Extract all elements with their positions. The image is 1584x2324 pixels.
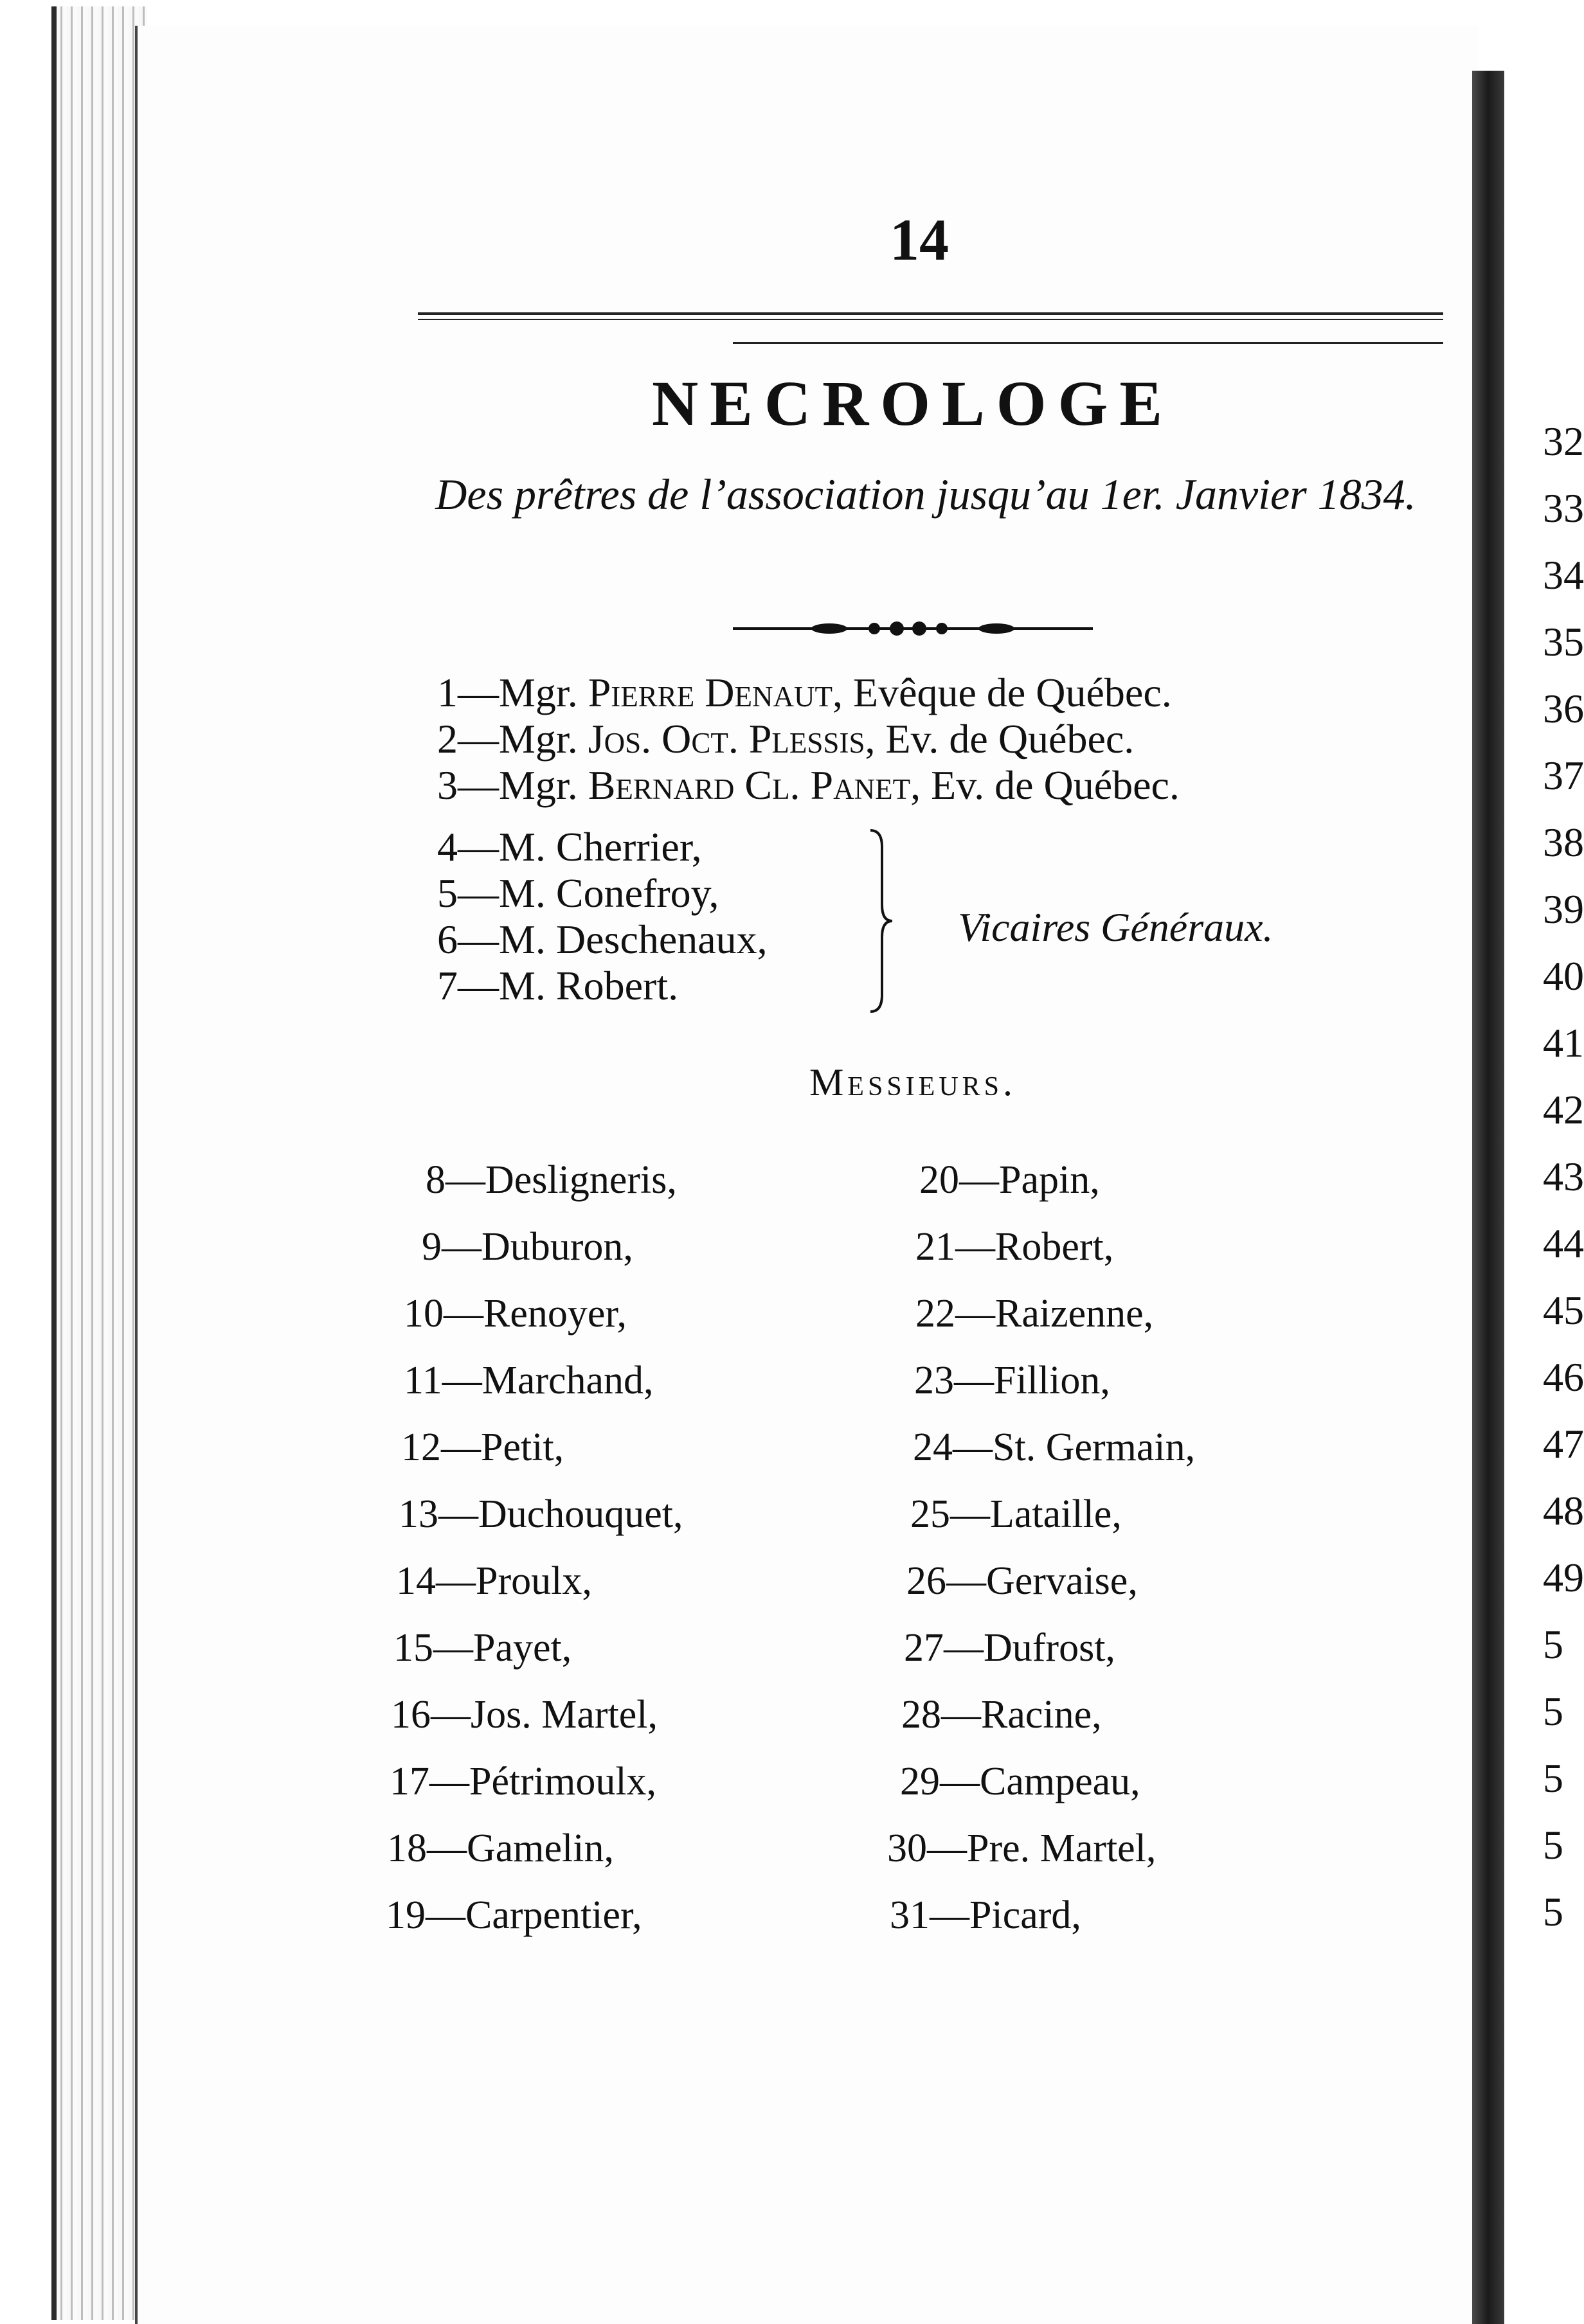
- list-item: 28—Racine,: [901, 1693, 1102, 1737]
- list-item: 26—Gervaise,: [906, 1559, 1138, 1603]
- entry-name: Bernard Cl. Panet,: [588, 762, 921, 808]
- vicars-label: Vicaires Généraux.: [958, 904, 1274, 950]
- next-page-number: 35: [1543, 619, 1584, 665]
- list-item: 19—Carpentier,: [386, 1893, 642, 1937]
- list-item: 22—Raizenne,: [915, 1292, 1154, 1336]
- entry-number: 1: [437, 670, 458, 715]
- list-item: 4—M. Cherrier,: [437, 824, 702, 870]
- list-item: 10—Renoyer,: [404, 1292, 627, 1336]
- right-brace-icon: [868, 828, 894, 1014]
- list-item: 9—Duburon,: [422, 1225, 633, 1269]
- entry-prefix: Mgr.: [499, 762, 578, 808]
- entry-name: Jos. Oct. Plessis,: [588, 716, 876, 762]
- next-page-number: 5: [1543, 1688, 1563, 1734]
- next-page-number: 45: [1543, 1287, 1584, 1333]
- list-item: 23—Fillion,: [914, 1359, 1110, 1402]
- list-item: 2—Mgr. Jos. Oct. Plessis, Ev. de Québec.: [437, 716, 1135, 762]
- next-page-number: 5: [1543, 1755, 1563, 1801]
- top-rule: [418, 312, 1443, 315]
- next-page-number: 40: [1543, 953, 1584, 999]
- list-item: 31—Picard,: [890, 1893, 1081, 1937]
- list-item: 12—Petit,: [401, 1426, 564, 1469]
- list-item: 24—St. Germain,: [913, 1426, 1196, 1469]
- entry-number: 2: [437, 716, 458, 762]
- page-title: NECROLOGE: [651, 368, 1174, 439]
- entry-name: Pierre Denaut,: [588, 670, 843, 715]
- list-item: 15—Payet,: [393, 1626, 572, 1670]
- list-item: 6—M. Deschenaux,: [437, 916, 768, 962]
- entry-title: Ev. de Québec.: [931, 762, 1180, 808]
- list-item: 25—Lataille,: [910, 1492, 1122, 1536]
- list-item: 11—Marchand,: [404, 1359, 654, 1402]
- next-page-number: 38: [1543, 819, 1584, 865]
- ornament-divider: [733, 616, 1093, 641]
- names-column-left: [386, 1147, 836, 1949]
- list-item: 14—Proulx,: [396, 1559, 592, 1603]
- next-page-number: 43: [1543, 1154, 1584, 1199]
- next-page-number: 48: [1543, 1488, 1584, 1533]
- list-item: 27—Dufrost,: [904, 1626, 1115, 1670]
- next-page-edge: [1504, 0, 1584, 2324]
- entry-title: Evêque de Québec.: [852, 670, 1172, 715]
- next-page-number: 44: [1543, 1220, 1584, 1266]
- next-page-number: 49: [1543, 1555, 1584, 1600]
- top-rule-short: [733, 342, 1443, 344]
- list-item: 3—Mgr. Bernard Cl. Panet, Ev. de Québec.: [437, 762, 1180, 808]
- next-page-number: 32: [1543, 418, 1584, 464]
- list-item: 20—Papin,: [919, 1158, 1100, 1202]
- entry-title: Ev. de Québec.: [885, 716, 1135, 762]
- entry-prefix: Mgr.: [499, 716, 578, 762]
- entry-prefix: Mgr.: [499, 670, 578, 715]
- next-page-number: 33: [1543, 485, 1584, 531]
- list-item: 18—Gamelin,: [387, 1827, 614, 1870]
- next-page-number: 5: [1543, 1622, 1563, 1667]
- next-page-number: 37: [1543, 753, 1584, 798]
- next-page-number: 5: [1543, 1822, 1563, 1868]
- list-item: 1—Mgr. Pierre Denaut, Evêque de Québec.: [437, 670, 1172, 715]
- list-item: 17—Pétrimoulx,: [390, 1760, 657, 1803]
- top-rule-thin: [418, 319, 1443, 320]
- entry-number: 3: [437, 762, 458, 808]
- next-page-number: 39: [1543, 886, 1584, 932]
- vicars-list: [437, 824, 887, 1009]
- list-item: 5—M. Conefroy,: [437, 870, 719, 916]
- section-heading: Messieurs.: [809, 1061, 1017, 1104]
- next-page-number: 34: [1543, 552, 1584, 598]
- list-item: 7—M. Robert.: [437, 963, 679, 1008]
- list-item: 21—Robert,: [915, 1225, 1114, 1269]
- book-gutter: [1472, 71, 1504, 2324]
- names-column-right: [887, 1147, 1337, 1949]
- bishops-list: [437, 670, 1479, 809]
- page-number: 14: [890, 207, 949, 273]
- list-item: 30—Pre. Martel,: [887, 1827, 1156, 1870]
- list-item: 16—Jos. Martel,: [391, 1693, 658, 1737]
- list-item: 29—Campeau,: [900, 1760, 1140, 1803]
- next-page-number: 5: [1543, 1889, 1563, 1935]
- book-page-edges: [51, 6, 147, 2320]
- next-page-number: 46: [1543, 1354, 1584, 1400]
- next-page-number: 47: [1543, 1421, 1584, 1467]
- list-item: 13—Duchouquet,: [399, 1492, 683, 1536]
- next-page-number: 36: [1543, 686, 1584, 731]
- list-item: 8—Desligneris,: [426, 1158, 677, 1202]
- next-page-number: 41: [1543, 1020, 1584, 1066]
- page-subtitle: Des prêtres de l’association jusqu’au 1er. Janvier 1834.: [435, 470, 1416, 519]
- next-page-number: 42: [1543, 1087, 1584, 1132]
